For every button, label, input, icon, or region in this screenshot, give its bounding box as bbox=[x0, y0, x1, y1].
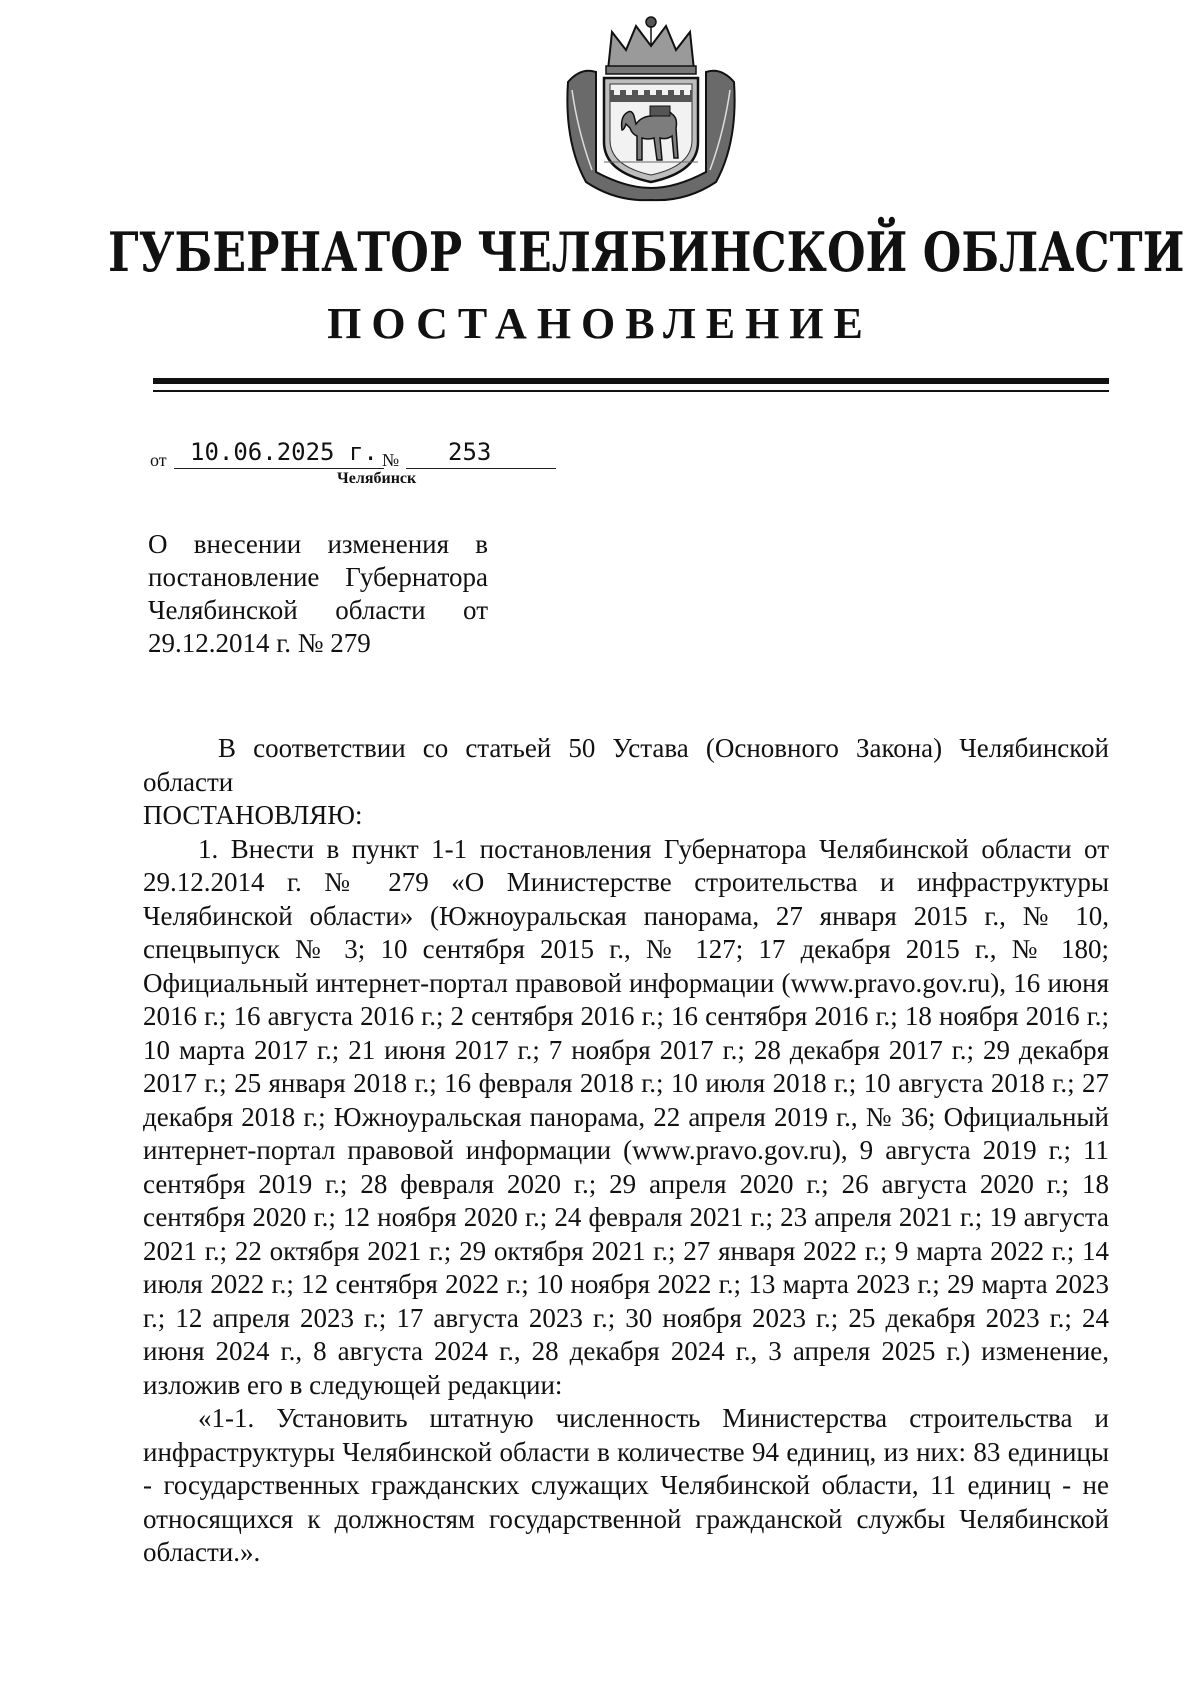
decree-word: ПОСТАНОВЛЯЮ: bbox=[143, 800, 363, 830]
document-type-heading: ПОСТАНОВЛЕНИЕ bbox=[327, 299, 873, 348]
header-divider-thin bbox=[153, 390, 1109, 392]
document-date: 10.06.2025 г. bbox=[190, 438, 378, 466]
document-number: 253 bbox=[448, 438, 492, 466]
date-prefix: от bbox=[150, 450, 167, 470]
header-divider-thick bbox=[153, 378, 1109, 384]
coat-of-arms-emblem bbox=[556, 12, 746, 202]
number-underline bbox=[406, 468, 556, 469]
document-body bbox=[143, 732, 1109, 1570]
paragraph-1-1-quote: «1-1. Установить штатную численность Министерства строительства и инфраструктуры Челябинской области в количестве 94 единиц, из них: 83 единицы - государственных гражданских служащих Челябинской области, 11 единиц - не относящихся к должностям государственной гражданской службы Челябинской области.». bbox=[143, 1403, 1109, 1567]
paragraph-1: 1. Внести в пункт 1-1 постановления Губернатора Челябинской области от 29.12.2014 г. № 279 «О Министерстве строительства и инфраструктуры Челябинской области» (Южноуральская панорама, 27 января 2015 г., № 10, спецвыпуск № 3; 10 сентября 2015 г., № 127; 17 декабря 2015 г., № 180; Официальный интернет-портал правовой информации (www.pravo.gov.ru), 16 июня 2016 г.; 16 августа 2016 г.; 2 сентября 2016 г.; 16 сентября 2016 г.; 18 ноября 2016 г.; 10 марта 2017 г.; 21 июня 2017 г.; 7 ноября 2017 г.; 28 декабря 2017 г.; 29 декабря 2017 г.; 25 января 2018 г.; 16 февраля 2018 г.; 10 июля 2018 г.; 10 августа 2018 г.; 27 декабря 2018 г.; Южноуральская панорама, 22 апреля 2019 г., № 36; Официальный интернет-портал правовой информации (www.pravo.gov.ru), 9 августа 2019 г.; 11 сентября 2019 г.; 28 февраля 2020 г.; 29 апреля 2020 г.; 26 августа 2020 г.; 18 сентября 2020 г.; 12 ноября 2020 г.; 24 февраля 2021 г.; 23 апреля 2021 г.; 19 августа 2021 г.; 22 октября 2021 г.; 29 октября 2021 г.; 27 января 2022 г.; 9 марта 2022 г.; 14 июля 2022 г.; 12 сентября 2022 г.; 10 ноября 2022 г.; 13 марта 2023 г.; 29 марта 2023 г.; 12 апреля 2023 г.; 17 августа 2023 г.; 30 ноября 2023 г.; 25 декабря 2023 г.; 24 июня 2024 г., 8 августа 2024 г., 28 декабря 2024 г., 3 апреля 2025 г.) изменение, изложив его в следующей редакции: bbox=[143, 833, 1109, 1400]
preamble-paragraph: В соответствии со статьей 50 Устава (Основного Закона) Челябинской области bbox=[143, 733, 1109, 797]
date-underline bbox=[174, 468, 384, 469]
city-name: Челябинск bbox=[337, 470, 417, 487]
organization-title: ГУБЕРНАТОР ЧЕЛЯБИНСКОЙ ОБЛАСТИ bbox=[108, 220, 1185, 284]
number-prefix: № bbox=[382, 450, 400, 470]
document-subject: О внесении изменения в постановление Губернатора Челябинской области от 29.12.2014 г. № 279 bbox=[148, 529, 488, 658]
